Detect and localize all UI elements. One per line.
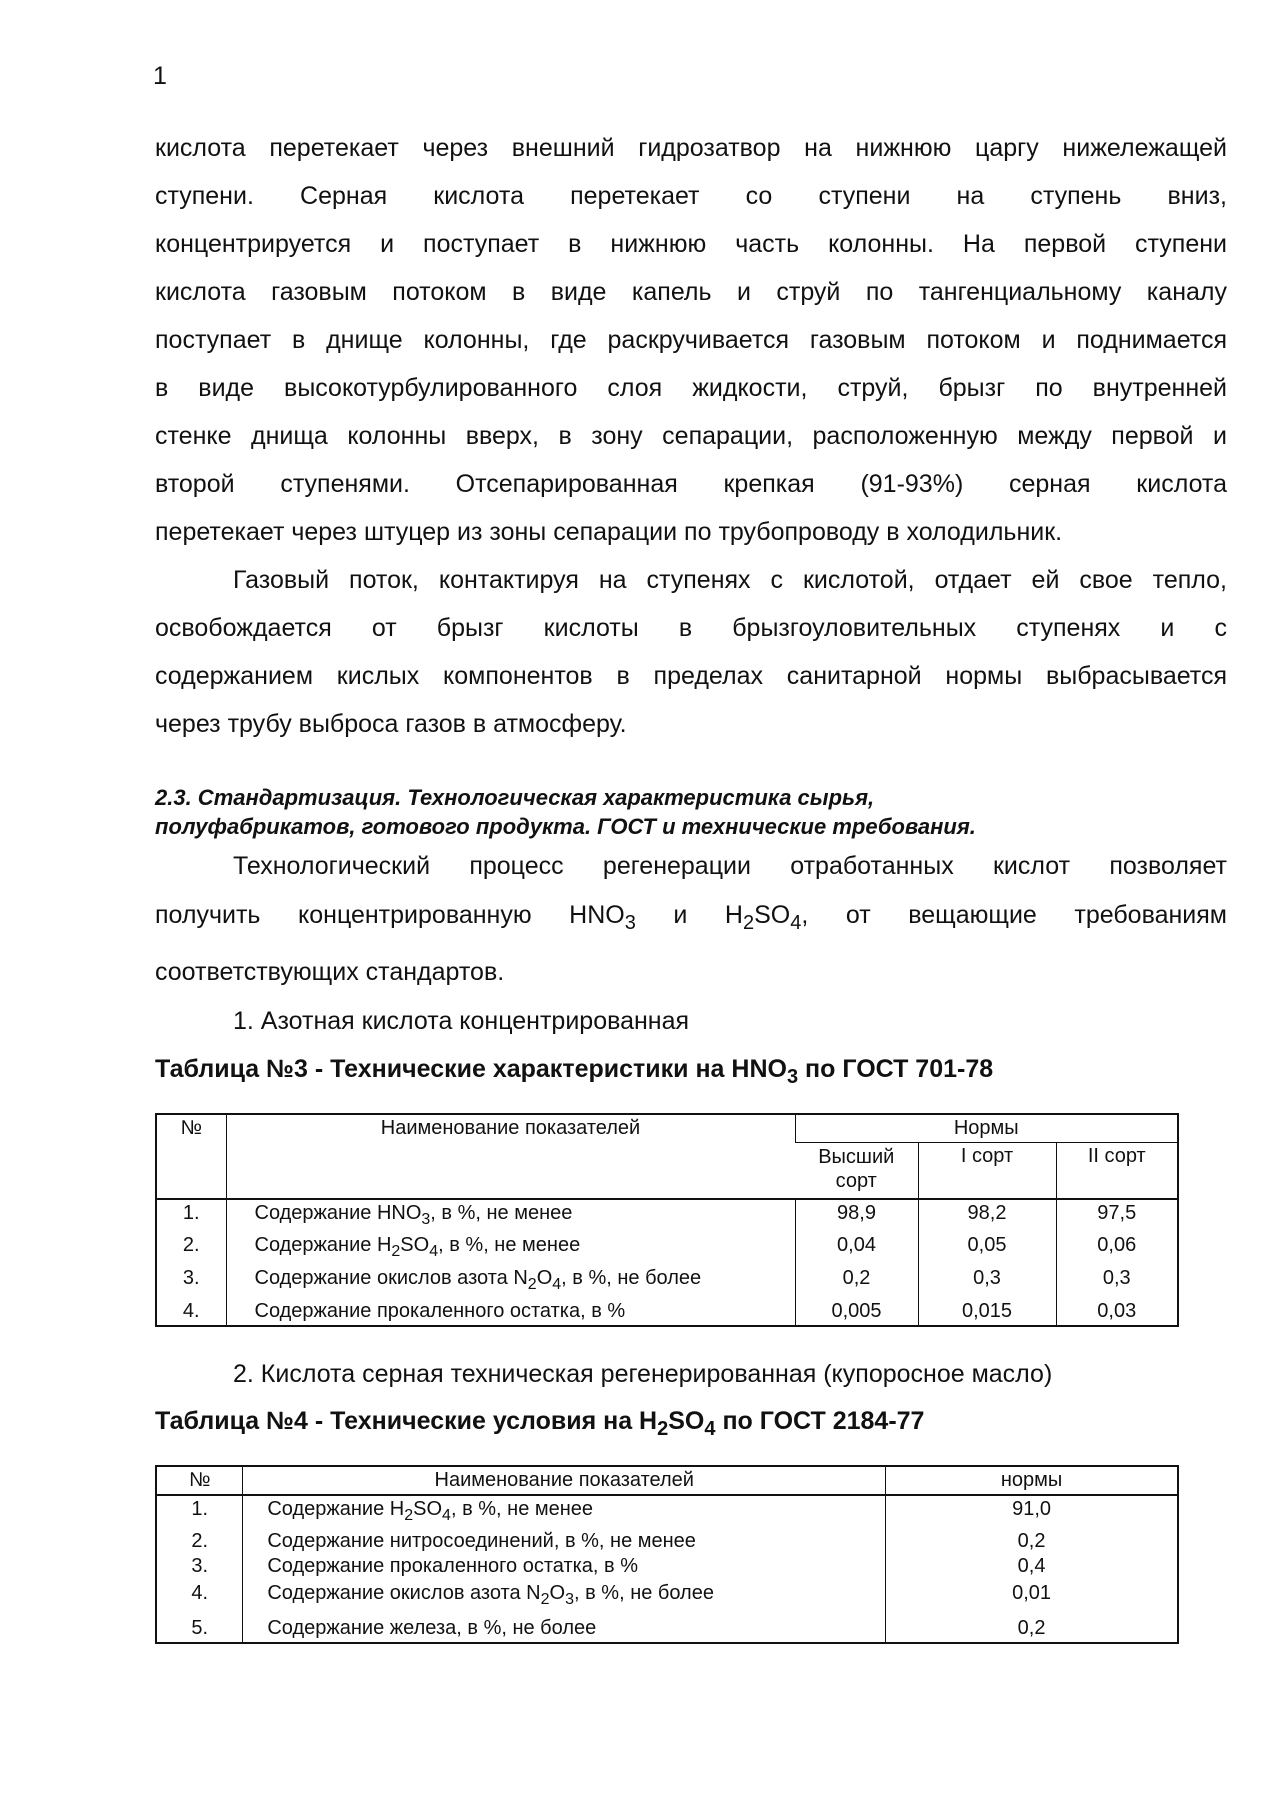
- subscript: 2: [657, 1418, 669, 1440]
- subscript: 4: [790, 912, 802, 934]
- text-line: кислота перетекает через внешний гидрозатвор на нижнюю царгу нижележащей: [155, 134, 1227, 162]
- list-item-1: 1. Азотная кислота концентрированная: [233, 1007, 690, 1035]
- text: , в %, не более: [561, 1267, 702, 1290]
- table-row: [156, 1199, 1178, 1233]
- section-heading: 2.3. Стандартизация. Технологическая характеристика сырья,: [155, 785, 875, 810]
- row-num: 3.: [182, 1267, 200, 1290]
- text: , в %, не менее: [438, 1234, 581, 1257]
- value: 0,01: [886, 1578, 1178, 1615]
- text-line: перетекает через штуцер из зоны сепарации по трубопроводу в холодильник.: [155, 518, 1063, 546]
- text-line: освобождается от брызг кислоты в брызгоуловительных ступенях и с: [155, 614, 1227, 642]
- text: O: [536, 1267, 553, 1290]
- subscript: 4: [704, 1418, 716, 1440]
- subscript: 4: [442, 1506, 451, 1524]
- row-num: 2.: [182, 1234, 200, 1257]
- text: Таблица №4 - Технические условия на H: [155, 1407, 658, 1435]
- value: 0,4: [886, 1554, 1178, 1578]
- table-row: [156, 1265, 1178, 1298]
- header-num: №: [156, 1466, 243, 1495]
- value-first: 0,015: [918, 1298, 1056, 1326]
- table3-title: [155, 1055, 993, 1089]
- text: получить концентрированную HNO: [155, 901, 625, 929]
- header-name: Наименование показателей: [226, 1114, 795, 1199]
- text: SO: [668, 1407, 705, 1435]
- row-name: [243, 1495, 886, 1529]
- text: O: [549, 1581, 566, 1604]
- text-line: концентрируется и поступает в нижнюю часть колонны. На первой ступени: [155, 230, 1227, 258]
- row-num: 1.: [191, 1498, 209, 1520]
- value-second: 0,3: [1056, 1265, 1178, 1298]
- row-name: [243, 1578, 886, 1615]
- text-line: кислота газовым потоком в виде капель и струй по тангенциальному каналу: [155, 278, 1227, 306]
- header-top-grade: Высший сорт: [795, 1143, 918, 1199]
- value-top: 98,9: [795, 1199, 918, 1233]
- table-row: [156, 1298, 1178, 1326]
- text: SO: [754, 901, 791, 929]
- header-name: Наименование показателей: [243, 1466, 886, 1495]
- value: 0,2: [886, 1529, 1178, 1554]
- subscript: 2: [742, 912, 755, 934]
- subscript: 2: [540, 1590, 550, 1608]
- value-first: 0,05: [918, 1232, 1056, 1265]
- subscript: 4: [429, 1243, 439, 1261]
- value-second: 97,5: [1056, 1199, 1178, 1233]
- text-line: соответствующих стандартов.: [155, 958, 505, 986]
- table-row: [156, 1495, 1178, 1529]
- row-name: [226, 1199, 795, 1233]
- table-row: [156, 1232, 1178, 1265]
- value-second: 0,03: [1056, 1298, 1178, 1326]
- row-num: 4.: [182, 1299, 200, 1322]
- text: SO: [400, 1234, 430, 1257]
- subscript: 3: [786, 1066, 799, 1088]
- header-norms: нормы: [886, 1466, 1178, 1495]
- text: по ГОСТ 2184-77: [715, 1407, 925, 1435]
- value-first: 98,2: [918, 1199, 1056, 1233]
- table-row: [156, 1615, 1178, 1643]
- subscript: 4: [552, 1275, 562, 1293]
- table3: [155, 1113, 1179, 1327]
- text: , от вещающие требованиям: [801, 901, 1227, 929]
- value: 91,0: [886, 1495, 1178, 1529]
- text: SO: [413, 1498, 443, 1520]
- value-top: 0,005: [795, 1298, 918, 1326]
- value-top: 0,2: [795, 1265, 918, 1298]
- row-num: 3.: [191, 1554, 209, 1577]
- header-norms: Нормы: [795, 1114, 1178, 1143]
- section-heading: полуфабрикатов, готового продукта. ГОСТ и технические требования.: [155, 814, 976, 839]
- row-name: Содержание железа, в %, не более: [243, 1615, 886, 1643]
- text: Содержание H: [254, 1234, 392, 1257]
- text-line: Технологический процесс регенерации отработанных кислот позволяет: [233, 852, 1227, 880]
- row-num: 5.: [191, 1616, 209, 1639]
- text: , в %, не более: [574, 1581, 714, 1604]
- text-line: ступени. Серная кислота перетекает со ступени на ступень вниз,: [155, 182, 1227, 210]
- text: по ГОСТ 701-78: [798, 1055, 994, 1083]
- text-line: содержанием кислых компонентов в пределах санитарной нормы выбрасывается: [155, 662, 1227, 690]
- subscript: 3: [565, 1590, 574, 1608]
- value-top: 0,04: [795, 1232, 918, 1265]
- value: 0,2: [886, 1615, 1178, 1643]
- text: Содержание H: [267, 1498, 405, 1520]
- text: и H: [635, 901, 743, 929]
- text-line: Газовый поток, контактируя на ступенях с кислотой, отдает ей свое тепло,: [233, 566, 1227, 594]
- header-first-grade: I сорт: [918, 1143, 1056, 1199]
- table4-title: [155, 1407, 924, 1441]
- subscript: 2: [527, 1275, 537, 1293]
- table4: [155, 1465, 1179, 1644]
- text-line: стенке днища колонны вверх, в зону сепарации, расположенную между первой и: [155, 422, 1227, 450]
- row-num: 4.: [191, 1581, 209, 1604]
- row-num: 1.: [182, 1201, 200, 1224]
- text: , в %, не менее: [430, 1201, 573, 1224]
- page-number: 1: [153, 62, 167, 90]
- header-second-grade: II сорт: [1056, 1143, 1178, 1199]
- row-name: Содержание прокаленного остатка, в %: [243, 1554, 886, 1578]
- text-line: в виде высокотурбулированного слоя жидкости, струй, брызг по внутренней: [155, 374, 1227, 402]
- subscript: 3: [421, 1210, 431, 1228]
- text: Содержание окислов азота N: [267, 1581, 541, 1604]
- table-row: [156, 1554, 1178, 1578]
- table-row: [156, 1578, 1178, 1615]
- subscript: 3: [624, 912, 636, 934]
- row-name: [226, 1232, 795, 1265]
- row-name: Содержание нитросоединений, в %, не менее: [243, 1529, 886, 1554]
- subscript: 2: [391, 1243, 401, 1261]
- text-line: поступает в днище колонны, где раскручивается газовым потоком и поднимается: [155, 326, 1227, 354]
- text: , в %, не менее: [450, 1498, 594, 1520]
- row-name: [226, 1265, 795, 1298]
- text-line: второй ступенями. Отсепарированная крепкая (91-93%) серная кислота: [155, 470, 1227, 498]
- row-num: 2.: [191, 1529, 209, 1552]
- text-line: [155, 900, 1227, 938]
- subscript: 2: [404, 1506, 414, 1524]
- list-item-2: 2. Кислота серная техническая регенерированная (купоросное масло): [233, 1360, 1053, 1388]
- text-line: через трубу выброса газов в атмосферу.: [155, 710, 627, 738]
- table-row: [156, 1529, 1178, 1554]
- text: Содержание HNO: [254, 1201, 422, 1224]
- value-second: 0,06: [1056, 1232, 1178, 1265]
- row-name: Содержание прокаленного остатка, в %: [226, 1298, 795, 1326]
- header-num: №: [156, 1114, 226, 1199]
- text: Таблица №3 - Технические характеристики на HNO: [155, 1055, 787, 1083]
- value-first: 0,3: [918, 1265, 1056, 1298]
- text: Содержание окислов азота N: [254, 1267, 528, 1290]
